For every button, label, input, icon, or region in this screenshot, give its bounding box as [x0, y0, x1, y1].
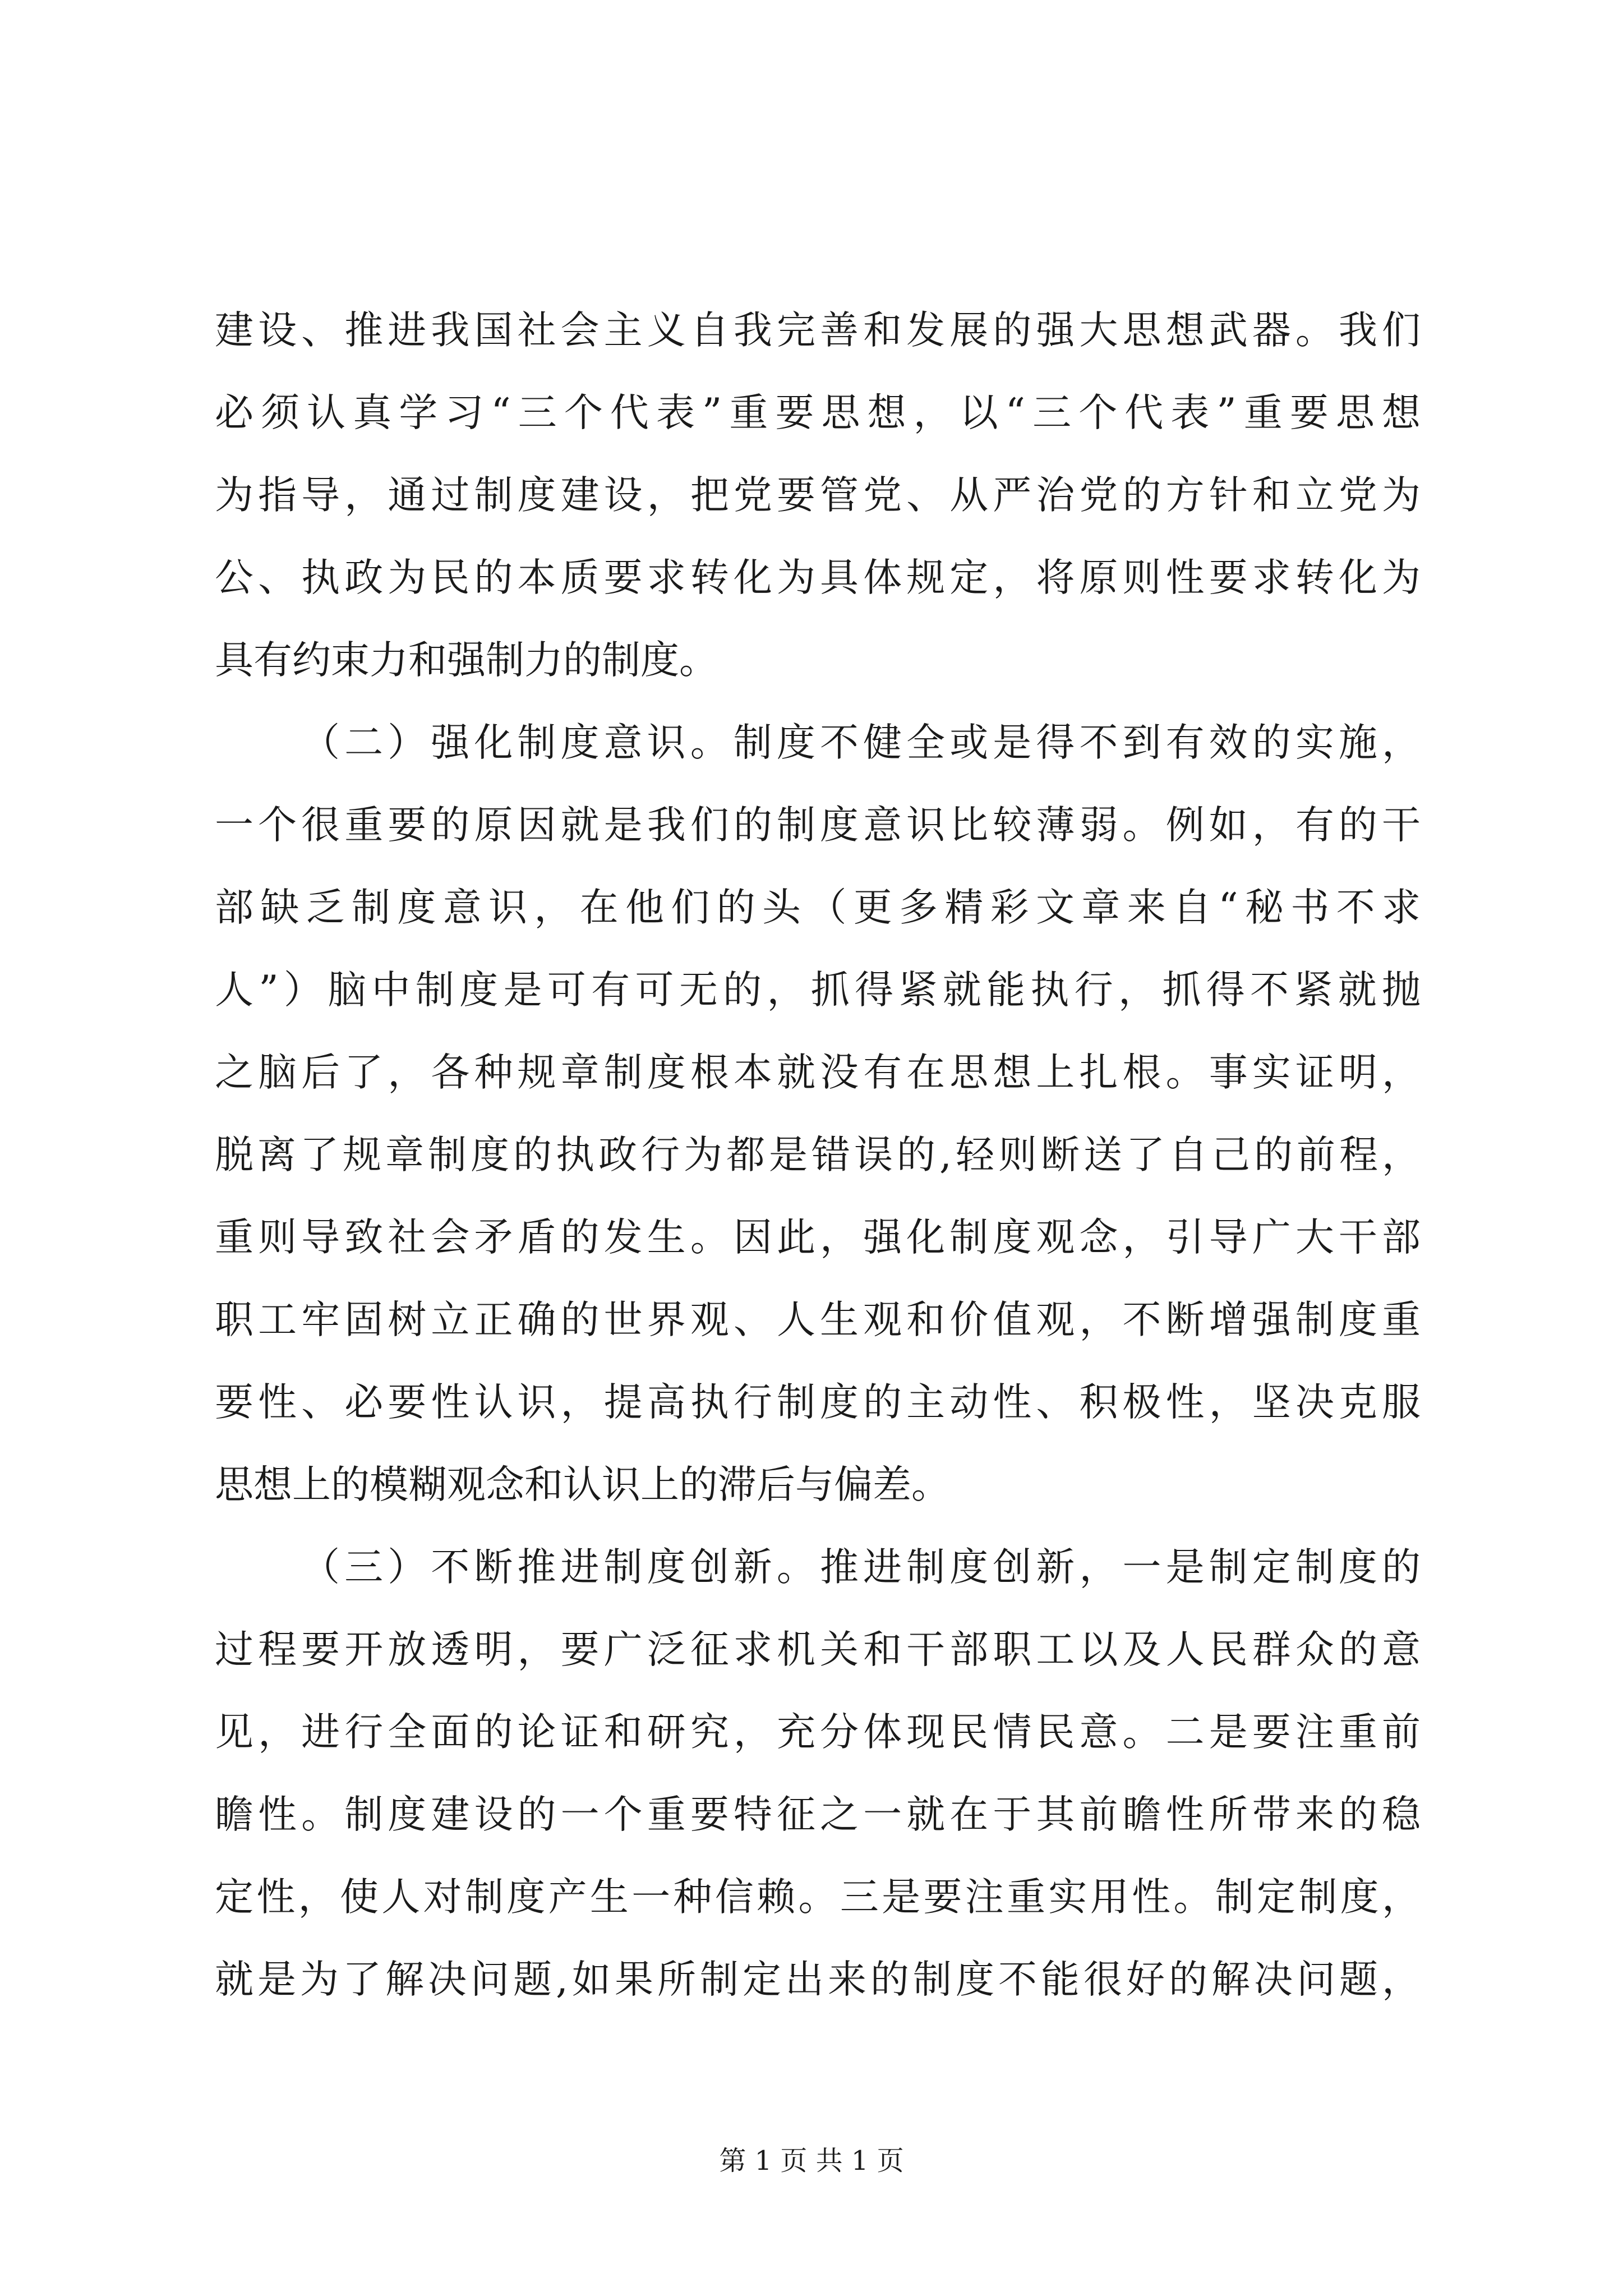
- body-line: 建设、推进我国社会主义自我完善和发展的强大思想武器。我们: [215, 308, 1421, 353]
- body-line: 重则导致社会矛盾的发生。因此，强化制度观念，引导广大干部: [215, 1215, 1421, 1260]
- body-line: 一个很重要的原因就是我们的制度意识比较薄弱。例如，有的干: [215, 803, 1421, 848]
- body-line: 之脑后了，各种规章制度根本就没有在思想上扎根。事实证明，: [215, 1050, 1421, 1095]
- body-line: 过程要开放透明，要广泛征求机关和干部职工以及人民群众的意: [215, 1627, 1421, 1672]
- body-line: 就是为了解决问题,如果所制定出来的制度不能很好的解决问题，: [215, 1957, 1421, 2002]
- section-heading-line: （三）不断推进制度创新。推进制度创新，一是制定制度的: [301, 1545, 1421, 1590]
- body-line: 为指导，通过制度建设，把党要管党、从严治党的方针和立党为: [215, 473, 1421, 518]
- body-line: 要性、必要性认识，提高执行制度的主动性、积极性，坚决克服: [215, 1380, 1421, 1425]
- body-line: 瞻性。制度建设的一个重要特征之一就在于其前瞻性所带来的稳: [215, 1792, 1421, 1837]
- document-body: [215, 289, 1421, 2021]
- body-line: 公、执政为民的本质要求转化为具体规定，将原则性要求转化为: [215, 555, 1421, 600]
- body-line: 职工牢固树立正确的世界观、人生观和价值观，不断增强制度重: [215, 1297, 1421, 1342]
- body-line: 脱离了规章制度的执政行为都是错误的,轻则断送了自己的前程，: [215, 1133, 1421, 1177]
- body-line: 见，进行全面的论证和研究，充分体现民情民意。二是要注重前: [215, 1710, 1421, 1755]
- section-heading-line: （二）强化制度意识。制度不健全或是得不到有效的实施，: [301, 720, 1421, 765]
- body-line: 必须认真学习“三个代表”重要思想，以“三个代表”重要思想: [215, 390, 1421, 435]
- body-line: 部缺乏制度意识，在他们的头（更多精彩文章来自“秘书不求: [215, 885, 1421, 930]
- page-number-footer: 第 1 页 共 1 页: [719, 2145, 904, 2177]
- body-line: 人”）脑中制度是可有可无的，抓得紧就能执行，抓得不紧就抛: [215, 968, 1421, 1013]
- body-line: 定性，使人对制度产生一种信赖。三是要注重实用性。制定制度，: [215, 1875, 1421, 1920]
- body-line: 思想上的模糊观念和认识上的滞后与偏差。: [215, 1462, 950, 1507]
- body-line: 具有约束力和强制力的制度。: [215, 638, 718, 683]
